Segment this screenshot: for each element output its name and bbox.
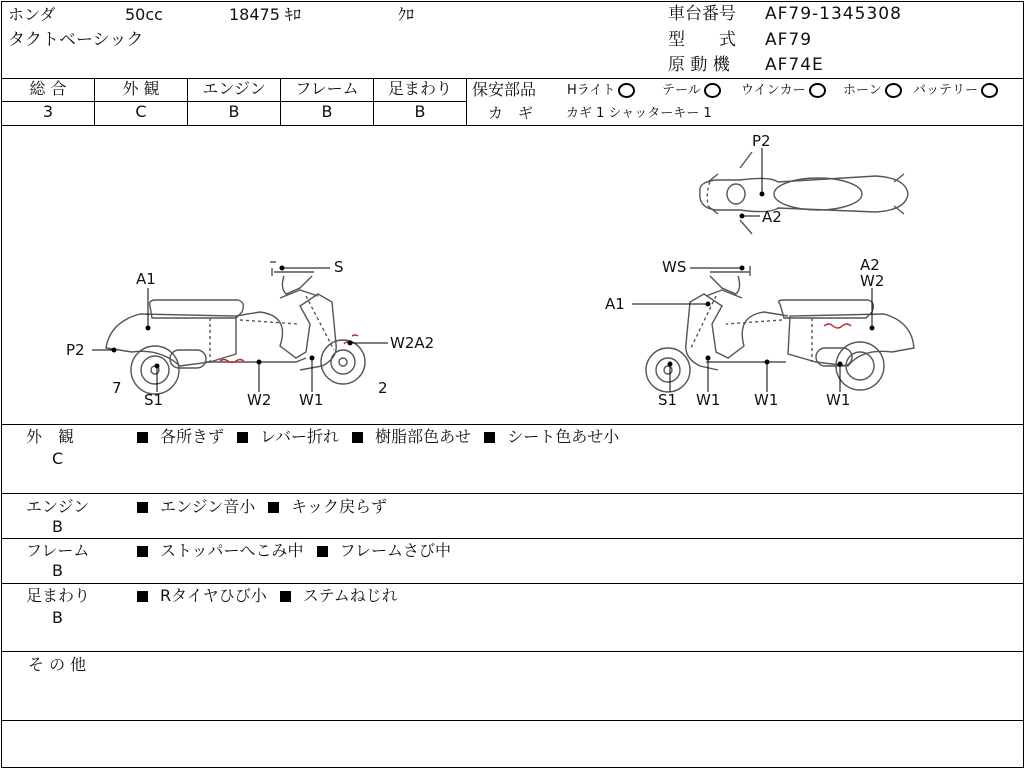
grade-exterior: C [135,102,147,121]
label-w1-left: W1 [299,391,324,409]
key-label: カ ギ [488,104,534,122]
bullet-icon [280,591,291,602]
damage-diagram [0,126,1024,424]
note-items-frame: ストッパーへこみ中 フレームさび中 [137,542,451,560]
label-s1-right: S1 [658,391,678,409]
label-w1-right-1: W1 [696,391,721,409]
safety-label: 保安部品 [472,80,537,99]
type-value: AF79 [765,30,813,50]
grid-line [1,583,1023,584]
bullet-icon [317,546,328,557]
label-s: S [334,258,344,276]
engine-value: AF74E [765,55,824,75]
label-a2-top: A2 [762,208,782,226]
ok-circle-icon [981,83,998,98]
bullet-icon [352,432,363,443]
note-cat-other: そ の 他 [28,655,87,674]
frame-no-label: 車台番号 [668,4,736,24]
note-items-suspension: Rタイヤひび小 ステムねじれ [137,587,398,605]
grade-header-suspension: 足まわり [387,79,452,98]
damage-marks [220,324,851,363]
note-grade-exterior: C [52,449,64,468]
safety-item-horn: ホーン [843,82,902,100]
safety-item-battery: バッテリー [913,82,998,100]
grid-line [1,493,1023,494]
grid-line [1,538,1023,539]
type-label: 型 式 [668,30,736,50]
bullet-icon [484,432,495,443]
label-2: 2 [378,379,388,397]
label-a1-left: A1 [136,270,156,288]
grade-header-frame: フレーム [295,79,359,98]
label-s1-left: S1 [144,391,164,409]
bullet-icon [237,432,248,443]
label-w2-right: W2 [860,272,885,290]
label-a1-right: A1 [605,295,625,313]
grade-header-exterior: 外 観 [122,79,160,98]
safety-item-tail: テール [662,82,721,100]
label-p2-top: P2 [752,132,771,150]
label-w1-right-2: W1 [754,391,779,409]
note-grade-engine: B [52,517,63,536]
label-w2a2: W2A2 [390,334,435,352]
grade-suspension: B [414,102,426,121]
grade-header-engine: エンジン [202,79,266,98]
bullet-icon [268,502,279,513]
ok-circle-icon [704,83,721,98]
mileage: 18475 ｷﾛ [229,5,301,24]
frame-no: AF79-1345308 [765,4,902,24]
ok-circle-icon [618,83,635,98]
grade-total: 3 [42,102,54,121]
note-grade-frame: B [52,561,63,580]
note-items-engine: エンジン音小 キック戻らず [137,498,387,516]
grid-line [466,78,467,125]
label-ws: WS [662,258,687,276]
bullet-icon [137,502,148,513]
maker: ホンダ [8,5,56,24]
bullet-icon [137,591,148,602]
color: ｸﾛ [398,5,415,24]
label-p2-left: P2 [66,341,85,359]
bullet-icon [137,432,148,443]
note-items-exterior: 各所きず レバー折れ 樹脂部色あせ シート色あせ小 [137,428,619,446]
grid-line [1,424,1023,425]
cc: 50cc [125,5,163,24]
grade-frame: B [321,102,333,121]
note-grade-suspension: B [52,608,63,627]
key-value: カギ 1 シャッターキー 1 [566,106,712,121]
safety-item-headlight: Hライト [567,82,635,100]
note-cat-engine: エンジン [26,497,90,516]
grid-line [1,651,1023,652]
grade-engine: B [228,102,240,121]
note-cat-exterior: 外 観 [26,427,75,446]
scooter-top-view [700,152,908,234]
label-a2-right: A2 [860,256,880,274]
engine-label: 原 動 機 [668,55,730,75]
label-w2-left: W2 [247,391,272,409]
grade-header-total: 総 合 [29,79,67,98]
model-name: タクトベーシック [8,30,144,50]
label-w1-right-3: W1 [826,391,851,409]
note-cat-suspension: 足まわり [26,586,91,605]
label-7: 7 [112,379,122,397]
safety-item-winker: ウインカー [741,82,826,100]
note-cat-frame: フレーム [26,541,90,560]
bullet-icon [137,546,148,557]
ok-circle-icon [809,83,826,98]
ok-circle-icon [885,83,902,98]
grid-line [1,720,1023,721]
